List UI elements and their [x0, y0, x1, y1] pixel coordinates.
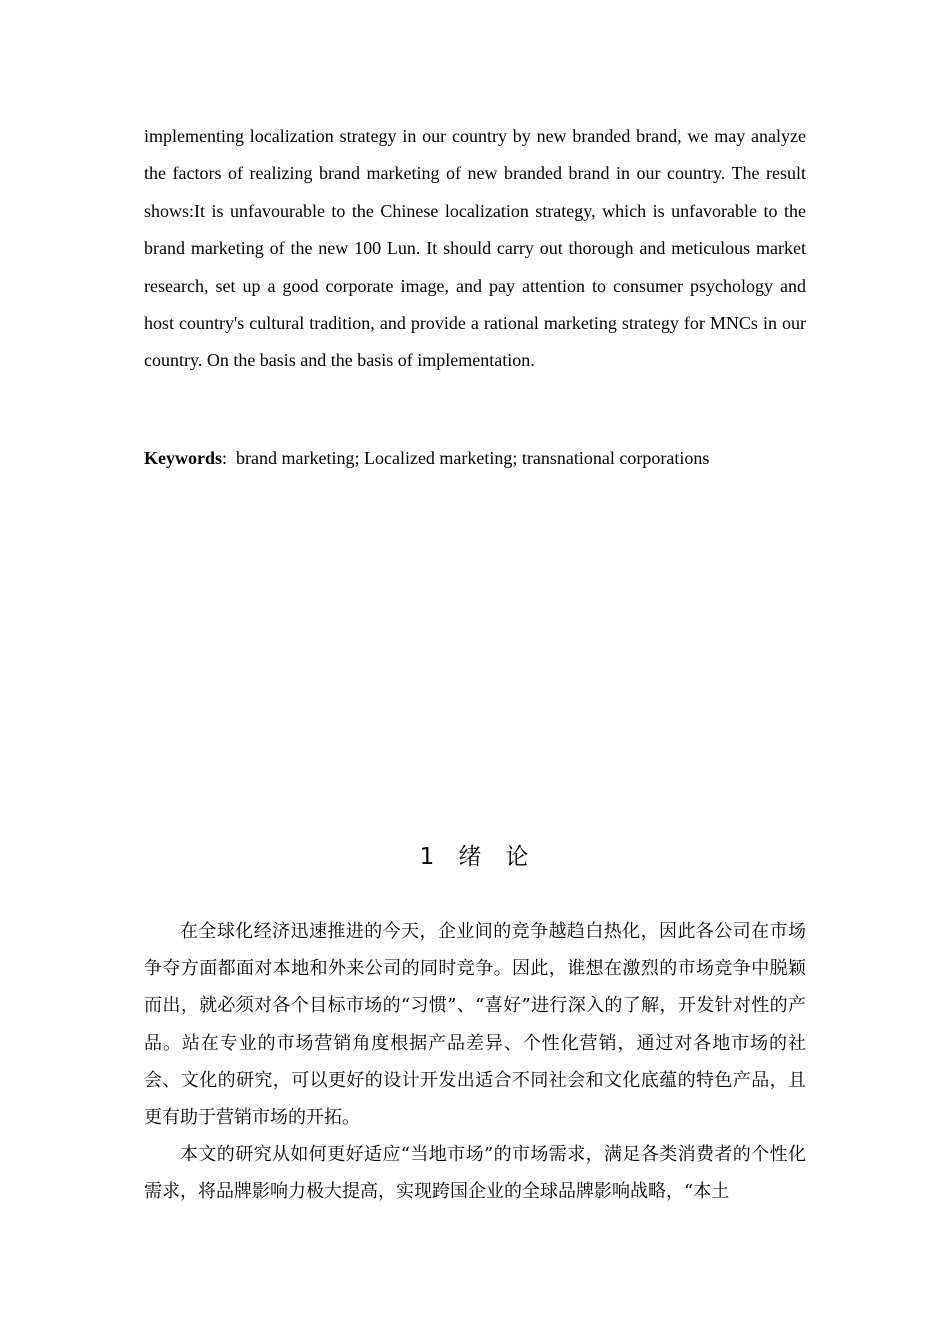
- section-title-part2: 论: [505, 844, 531, 870]
- section-heading: [0, 840, 950, 874]
- english-abstract: [144, 118, 806, 380]
- body-paragraph: 在全球化经济迅速推进的今天，企业间的竞争越趋白热化，因此各公司在市场争夺方面都面对本地和外来公司的同时竞争。因此，谁想在激烈的市场竞争中脱颖而出，就必须对各个目标市场的“习惯”、“喜好”进行深入的了解，开发针对性的产品。站在专业的市场营销角度根据产品差异、个性化营销，通过对各地市场的社会、文化的研究，可以更好的设计开发出适合不同社会和文化底蕴的特色产品，且更有助于营销市场的开拓。: [144, 921, 806, 1129]
- section-number: 1: [419, 844, 437, 870]
- chapter-body: [144, 913, 806, 1211]
- keywords-separator: :: [222, 448, 237, 468]
- keywords-line: [144, 444, 806, 472]
- section-title-part1: 绪: [458, 844, 484, 870]
- keywords-label: Keywords: [144, 448, 222, 468]
- abstract-paragraph: implementing localization strategy in our country by new branded brand, we may analyze the factors of realizing brand marketing of new branded brand in our country. The result shows:It is unfavourable to the Chinese localization strategy, which is unfavorable to the brand marketing of the new 100 Lun. It should carry out thorough and meticulous market research, set up a good corporate image, and pay attention to consumer psychology and host country's cultural tradition, and provide a rational marketing strategy for MNCs in our country. On the basis and the basis of implementation.: [144, 126, 806, 371]
- body-paragraph: 本文的研究从如何更好适应“当地市场”的市场需求，满足各类消费者的个性化需求，将品牌影响力极大提高，实现跨国企业的全球品牌影响战略，“本土: [144, 1144, 806, 1203]
- keywords-text: brand marketing; Localized marketing; transnational corporations: [236, 448, 710, 468]
